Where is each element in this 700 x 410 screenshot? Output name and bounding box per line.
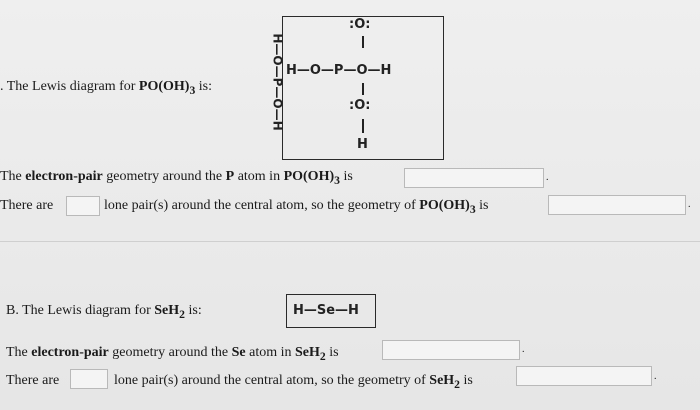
- dropdown-marker: .: [654, 371, 657, 382]
- formula-subscript: 3: [189, 83, 196, 97]
- text: lone pair(s) around the central atom, so the geometry of: [104, 198, 420, 213]
- lewis-main-row: H—O—P—O—H: [286, 63, 392, 78]
- bond-bottom: [362, 119, 364, 133]
- bond-mid: [362, 83, 364, 95]
- lewis-top-oxygen: :O:: [349, 17, 371, 32]
- lewis-diagram-seh2: [286, 294, 376, 328]
- text: atom in: [234, 169, 284, 184]
- part-a-molecular-geometry-input[interactable]: [548, 195, 686, 215]
- formula: SeH: [154, 303, 180, 318]
- part-a-geometry-question: [0, 169, 353, 187]
- formula: SeH: [295, 345, 320, 360]
- formula: SeH: [429, 373, 455, 388]
- part-b-lonepair-text: [114, 373, 473, 391]
- part-b-lonepair-input[interactable]: [70, 369, 108, 389]
- part-b-molecular-geometry-input[interactable]: [516, 366, 652, 386]
- formula-subscript: 3: [334, 173, 340, 187]
- part-a-lonepair-text: [104, 198, 489, 216]
- atom: P: [225, 169, 235, 184]
- text: geometry around the: [102, 169, 226, 184]
- text: The: [6, 345, 32, 360]
- text: B. The Lewis diagram for: [6, 303, 155, 318]
- text-bold: electron-pair: [25, 169, 103, 184]
- part-b-lewis-prompt: [6, 303, 202, 321]
- prompt-suffix: is:: [195, 79, 213, 94]
- formula: PO(OH): [138, 79, 190, 94]
- bond-top: [362, 36, 364, 48]
- formula-subscript: 2: [319, 349, 326, 363]
- part-b-electron-geometry-input[interactable]: [382, 340, 520, 360]
- lewis-seh2-row: H—Se—H: [293, 303, 359, 318]
- lewis-mid-oxygen: :O:: [349, 98, 371, 113]
- formula-subscript: 3: [469, 202, 476, 216]
- formula: PO(OH): [419, 198, 470, 213]
- formula-subscript: 2: [179, 307, 185, 321]
- text: atom in: [245, 345, 296, 360]
- prompt-prefix: . The Lewis diagram for: [0, 79, 139, 94]
- part-b-lonepair-prefix: There are: [6, 373, 60, 388]
- formula-subscript: 2: [454, 377, 460, 391]
- text: is: [460, 373, 473, 388]
- part-b-geometry-question: [6, 345, 339, 363]
- text-bold: electron-pair: [31, 345, 109, 360]
- part-a-lonepair-input[interactable]: [66, 196, 100, 216]
- lewis-diagram-po-oh3: [270, 16, 444, 160]
- text: The: [0, 169, 26, 184]
- text: is: [325, 345, 339, 360]
- text: lone pair(s) around the central atom, so the geometry of: [114, 373, 430, 388]
- dropdown-marker: .: [688, 199, 691, 210]
- part-a-lewis-prompt: [0, 79, 212, 97]
- text: is: [339, 169, 353, 184]
- dropdown-marker: .: [546, 172, 549, 183]
- lewis-bottom-hydrogen: H: [357, 137, 368, 152]
- lewis-vertical-rotated: H—O—P—O—H: [270, 33, 285, 131]
- dropdown-marker: .: [522, 344, 525, 355]
- text: is:: [184, 303, 202, 318]
- text: geometry around the: [108, 345, 232, 360]
- part-a-electron-geometry-input[interactable]: [404, 168, 544, 188]
- formula: PO(OH): [283, 169, 335, 184]
- atom: Se: [231, 345, 246, 360]
- section-divider: [0, 241, 700, 242]
- part-a-lonepair-prefix: There are: [0, 198, 54, 213]
- text: is: [475, 198, 489, 213]
